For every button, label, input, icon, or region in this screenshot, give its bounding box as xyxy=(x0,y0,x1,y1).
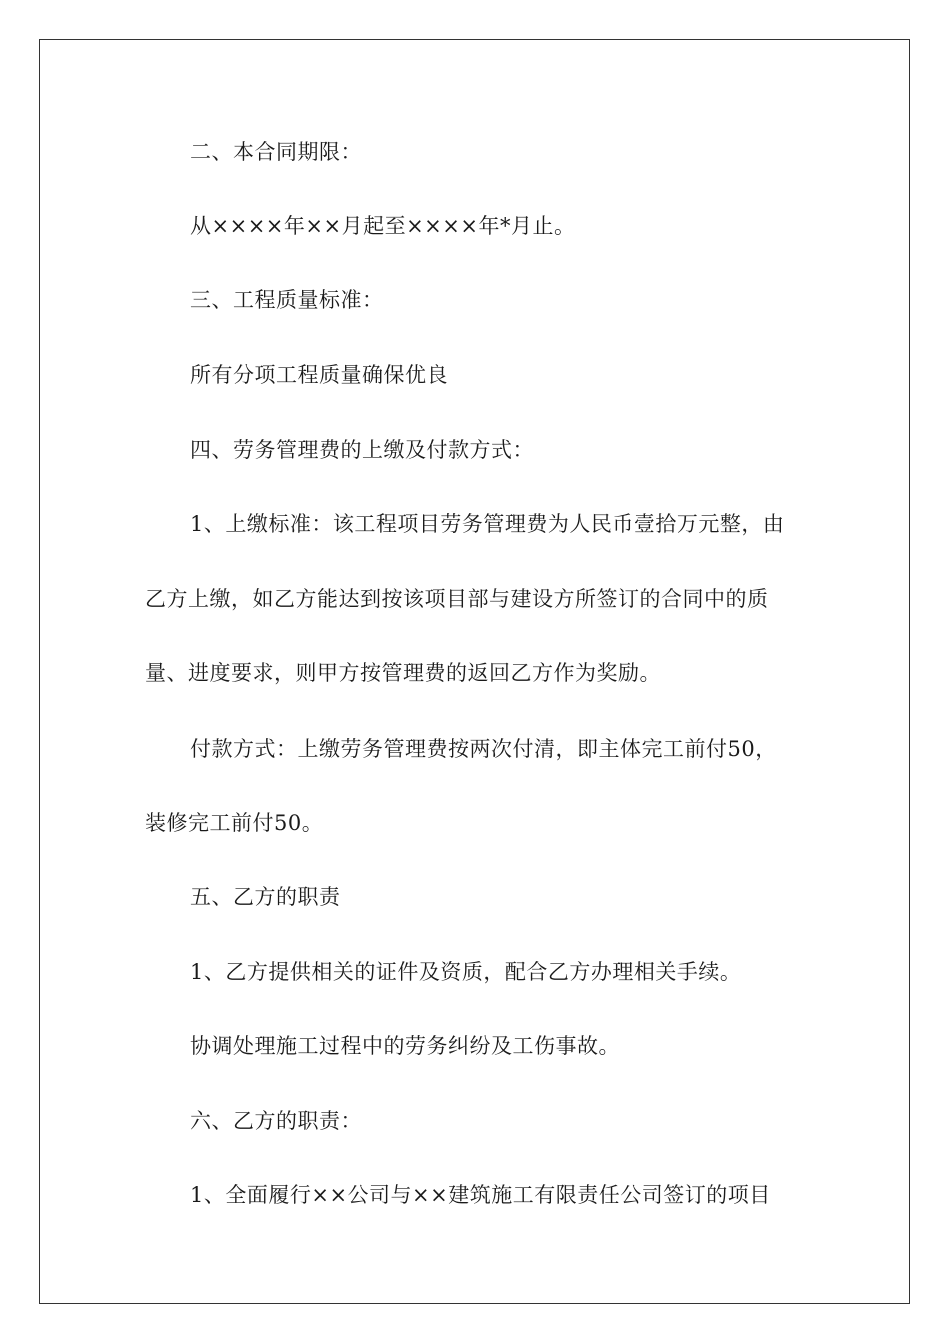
section-heading-party-b-duties-5: 五、乙方的职责 xyxy=(190,885,341,909)
section-heading-contract-term: 二、本合同期限： xyxy=(190,140,362,164)
party-b-duty-dispute: 协调处理施工过程中的劳务纠纷及工伤事故。 xyxy=(190,1034,620,1058)
quality-standard-text: 所有分项工程质量确保优良 xyxy=(190,363,448,387)
fee-standard-line-3: 量、进度要求，则甲方按管理费的返回乙方作为奖励。 xyxy=(145,661,661,685)
payment-method-line-1: 付款方式：上缴劳务管理费按两次付清，即主体完工前付50， xyxy=(190,737,777,761)
contract-term-text: 从××××年××月起至××××年*月止。 xyxy=(190,214,576,238)
section-heading-quality-standard: 三、工程质量标准： xyxy=(190,288,384,312)
section-heading-party-b-duties-6: 六、乙方的职责： xyxy=(190,1109,362,1133)
section-heading-management-fee: 四、劳务管理费的上缴及付款方式： xyxy=(190,438,534,462)
fee-standard-line-2: 乙方上缴，如乙方能达到按该项目部与建设方所签订的合同中的质 xyxy=(145,587,769,611)
fee-standard-line-1: 1、上缴标准：该工程项目劳务管理费为人民币壹拾万元整，由 xyxy=(190,512,785,536)
party-b-duty-contract: 1、全面履行××公司与××建筑施工有限责任公司签订的项目 xyxy=(190,1183,771,1207)
payment-method-line-2: 装修完工前付50。 xyxy=(145,811,324,835)
party-b-duty-1: 1、乙方提供相关的证件及资质，配合乙方办理相关手续。 xyxy=(190,960,742,984)
